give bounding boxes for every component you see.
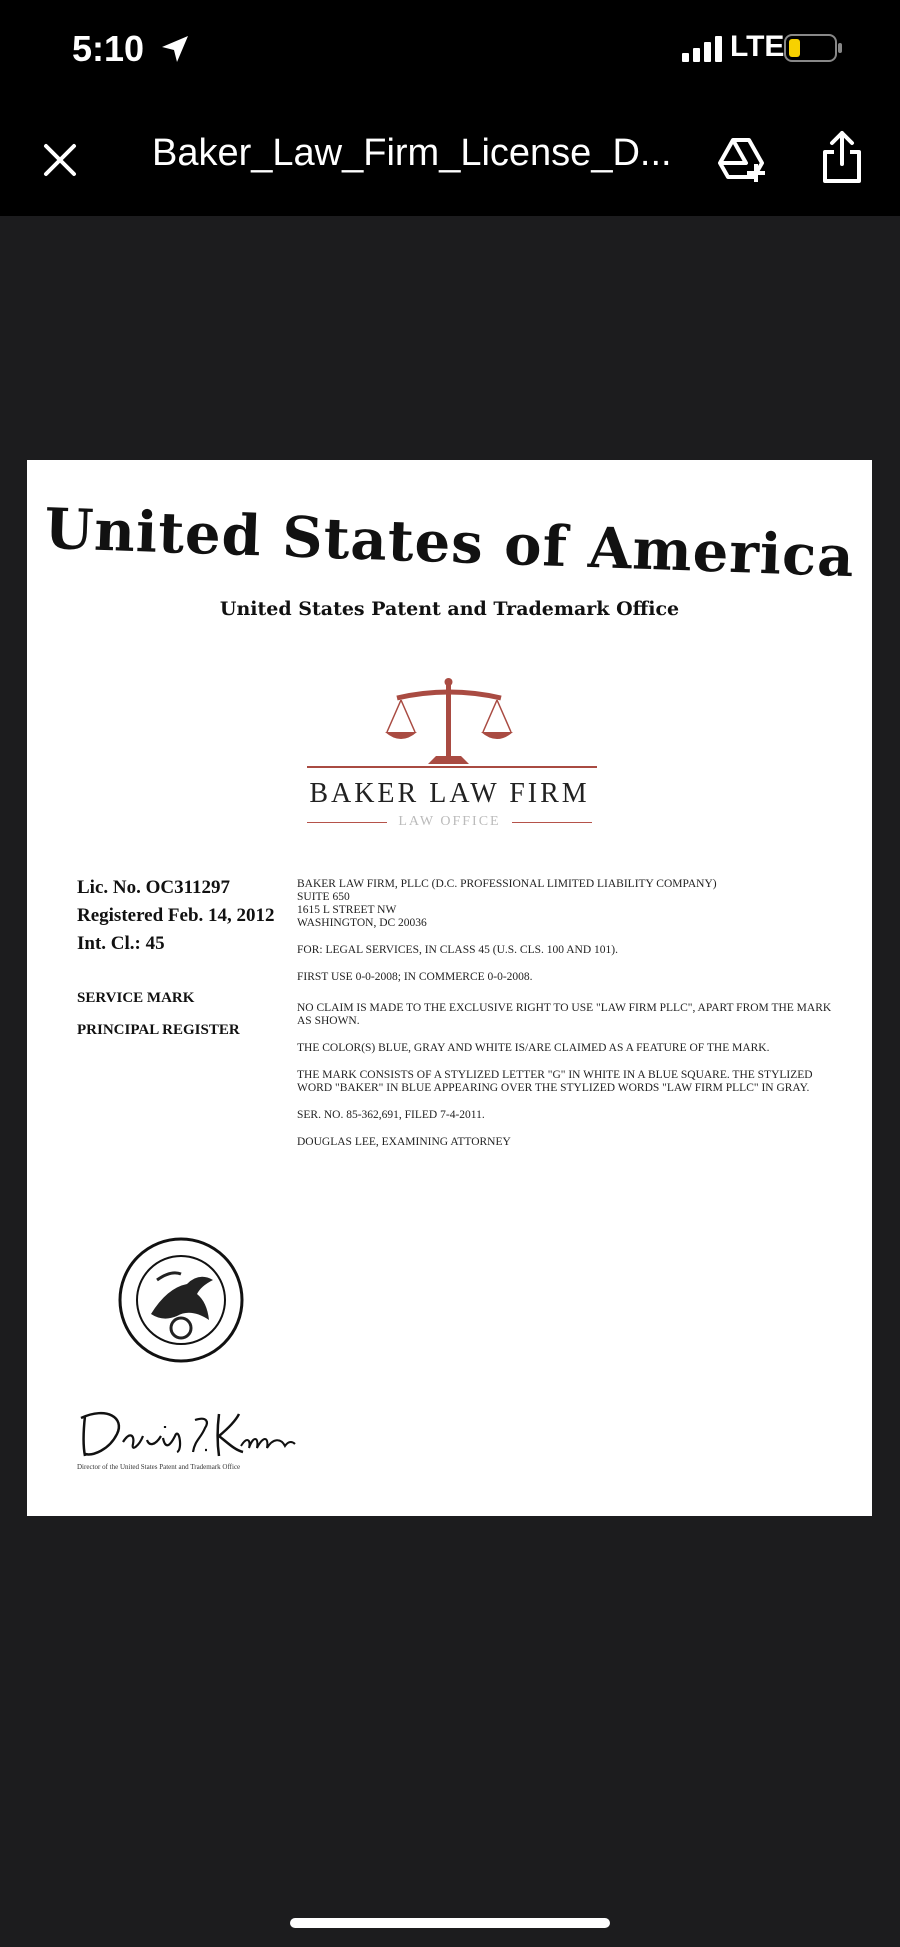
license-number: Lic. No. OC311297 (77, 877, 231, 898)
service-mark-label: SERVICE MARK (77, 990, 195, 1006)
document-title: Baker_Law_Firm_License_D... (152, 132, 672, 174)
attorney-line: DOUGLAS LEE, EXAMINING ATTORNEY (297, 1136, 511, 1148)
subtitle-rule-right (512, 822, 592, 823)
serial-line: SER. NO. 85-362,691, FILED 7-4-2011. (297, 1109, 485, 1121)
registration-info (77, 874, 275, 958)
first-use-line: FIRST USE 0-0-2008; IN COMMERCE 0-0-2008. (297, 971, 533, 983)
header-title: United States of America (43, 495, 856, 591)
clock: 5:10 (72, 28, 145, 69)
uspto-seal-icon (117, 1236, 245, 1364)
services-line: FOR: LEGAL SERVICES, IN CLASS 45 (U.S. CLS. 100 AND 101). (297, 944, 619, 956)
street-line: 1615 L STREET NW (297, 904, 397, 916)
firm-subtitle: LAW OFFICE (398, 814, 501, 829)
principal-register-label: PRINCIPAL REGISTER (77, 1022, 240, 1038)
location-arrow-icon (160, 34, 190, 64)
share-icon[interactable] (820, 130, 864, 184)
suite-line: SUITE 650 (297, 891, 350, 903)
scales-of-justice-icon (383, 678, 515, 768)
close-icon[interactable] (38, 138, 82, 182)
owner-line: BAKER LAW FIRM, PLLC (D.C. PROFESSIONAL LIMITED LIABILITY COMPANY) (297, 878, 717, 890)
battery-icon (784, 34, 844, 62)
city-line: WASHINGTON, DC 20036 (297, 917, 427, 929)
status-bar (0, 0, 900, 100)
header-subtitle: United States Patent and Trademark Office (219, 598, 680, 620)
document-toolbar (0, 100, 900, 216)
signature-caption: Director of the United States Patent and Trademark Office (77, 1463, 241, 1471)
registration-date: Registered Feb. 14, 2012 (77, 905, 275, 926)
firm-name: BAKER LAW FIRM (309, 778, 590, 809)
home-indicator[interactable] (290, 1918, 610, 1928)
license-document-page (27, 460, 872, 1516)
director-signature (77, 1406, 297, 1460)
network-type: LTE (730, 30, 785, 63)
colors-paragraph: THE COLOR(S) BLUE, GRAY AND WHITE IS/ARE CLAIMED AS A FEATURE OF THE MARK. (297, 1042, 770, 1054)
claim-paragraph: NO CLAIM IS MADE TO THE EXCLUSIVE RIGHT TO USE "LAW FIRM PLLC", APART FROM THE MARK AS SHOWN. (297, 1002, 832, 1027)
description-paragraph: THE MARK CONSISTS OF A STYLIZED LETTER "G" IN WHITE IN A BLUE SQUARE. THE STYLIZED WORD "BAKER" IN BLUE APPEARING OVER THE STYLIZED WORDS "LAW FIRM PLLC" IN GRAY. (297, 1069, 813, 1094)
add-to-drive-icon[interactable] (716, 134, 766, 184)
logo-divider (307, 766, 597, 768)
signal-icon (682, 36, 724, 62)
registration-details (297, 878, 837, 1149)
international-class: Int. Cl.: 45 (77, 933, 165, 954)
